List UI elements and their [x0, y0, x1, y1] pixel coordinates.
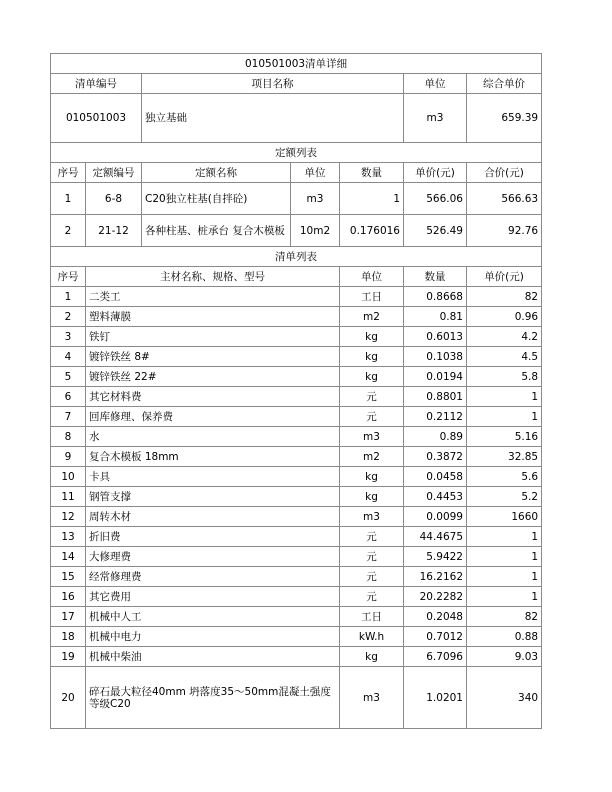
quota-total: 92.76	[467, 215, 542, 247]
material-unit: 元	[340, 587, 404, 607]
material-row	[51, 647, 542, 667]
material-qty: 0.89	[404, 427, 467, 447]
material-unit: 元	[340, 527, 404, 547]
material-no: 18	[51, 627, 86, 647]
quota-header-row	[51, 163, 542, 183]
material-unit: 元	[340, 387, 404, 407]
material-qty: 0.81	[404, 307, 467, 327]
material-name: 机械中人工	[86, 607, 340, 627]
material-price: 1	[467, 527, 542, 547]
material-row	[51, 487, 542, 507]
quota-header-price: 单价(元)	[404, 163, 467, 183]
material-no: 20	[51, 667, 86, 729]
material-row	[51, 307, 542, 327]
material-unit: kg	[340, 327, 404, 347]
quota-row	[51, 183, 542, 215]
material-name: 其它材料费	[86, 387, 340, 407]
material-row	[51, 667, 542, 729]
material-no: 17	[51, 607, 86, 627]
material-unit: kg	[340, 647, 404, 667]
material-row	[51, 367, 542, 387]
material-no: 4	[51, 347, 86, 367]
material-row	[51, 427, 542, 447]
material-name: 铁钉	[86, 327, 340, 347]
material-qty: 6.7096	[404, 647, 467, 667]
quota-name: 各种柱基、桩承台 复合木模板	[142, 215, 291, 247]
material-price: 340	[467, 667, 542, 729]
material-header-no: 序号	[51, 267, 86, 287]
quota-header-total: 合价(元)	[467, 163, 542, 183]
material-row	[51, 407, 542, 427]
material-unit: kg	[340, 487, 404, 507]
material-unit: 元	[340, 567, 404, 587]
material-name: 经常修理费	[86, 567, 340, 587]
material-price: 9.03	[467, 647, 542, 667]
material-name: 水	[86, 427, 340, 447]
material-qty: 16.2162	[404, 567, 467, 587]
material-no: 8	[51, 427, 86, 447]
quota-price: 566.06	[404, 183, 467, 215]
material-row	[51, 527, 542, 547]
quota-price: 526.49	[404, 215, 467, 247]
material-name: 其它费用	[86, 587, 340, 607]
material-qty: 5.9422	[404, 547, 467, 567]
material-qty: 0.2048	[404, 607, 467, 627]
quota-qty: 0.176016	[340, 215, 404, 247]
material-qty: 0.0194	[404, 367, 467, 387]
material-price: 1660	[467, 507, 542, 527]
material-unit: 工日	[340, 287, 404, 307]
material-price: 82	[467, 287, 542, 307]
material-price: 5.8	[467, 367, 542, 387]
material-row	[51, 287, 542, 307]
material-unit: kW.h	[340, 627, 404, 647]
material-header-unit: 单位	[340, 267, 404, 287]
quota-row	[51, 215, 542, 247]
material-no: 10	[51, 467, 86, 487]
unit-header: 单位	[404, 74, 467, 94]
quota-header-unit: 单位	[291, 163, 340, 183]
material-qty: 0.3872	[404, 447, 467, 467]
material-qty: 1.0201	[404, 667, 467, 729]
material-unit: 工日	[340, 607, 404, 627]
material-no: 2	[51, 307, 86, 327]
material-unit: kg	[340, 347, 404, 367]
material-unit: m2	[340, 447, 404, 467]
material-no: 15	[51, 567, 86, 587]
material-unit: m2	[340, 307, 404, 327]
material-qty: 0.1038	[404, 347, 467, 367]
material-price: 1	[467, 567, 542, 587]
name-header: 项目名称	[142, 74, 404, 94]
material-no: 6	[51, 387, 86, 407]
material-row	[51, 627, 542, 647]
material-qty: 0.6013	[404, 327, 467, 347]
material-price: 5.2	[467, 487, 542, 507]
material-no: 7	[51, 407, 86, 427]
material-no: 12	[51, 507, 86, 527]
material-no: 16	[51, 587, 86, 607]
quota-total: 566.63	[467, 183, 542, 215]
material-name: 塑料薄膜	[86, 307, 340, 327]
quota-code: 6-8	[86, 183, 142, 215]
material-unit: m3	[340, 507, 404, 527]
material-header-row	[51, 267, 542, 287]
material-header-qty: 数量	[404, 267, 467, 287]
material-no: 5	[51, 367, 86, 387]
material-name: 卡具	[86, 467, 340, 487]
material-qty: 0.2112	[404, 407, 467, 427]
quota-name: C20独立柱基(自拌砼)	[142, 183, 291, 215]
material-price: 1	[467, 387, 542, 407]
item-price: 659.39	[467, 94, 542, 143]
material-name: 大修理费	[86, 547, 340, 567]
material-header-price: 单价(元)	[467, 267, 542, 287]
material-row	[51, 467, 542, 487]
material-no: 3	[51, 327, 86, 347]
material-price: 0.88	[467, 627, 542, 647]
material-row	[51, 507, 542, 527]
material-unit: m3	[340, 427, 404, 447]
material-qty: 0.8668	[404, 287, 467, 307]
material-name: 机械中柴油	[86, 647, 340, 667]
quota-header-name: 定额名称	[142, 163, 291, 183]
material-name: 复合木模板 18mm	[86, 447, 340, 467]
material-qty: 0.0458	[404, 467, 467, 487]
material-no: 1	[51, 287, 86, 307]
item-name: 独立基础	[142, 94, 404, 143]
material-qty: 0.0099	[404, 507, 467, 527]
material-qty: 0.8801	[404, 387, 467, 407]
material-name: 二类工	[86, 287, 340, 307]
material-qty: 0.4453	[404, 487, 467, 507]
quota-no: 2	[51, 215, 86, 247]
item-code: 010501003	[51, 94, 142, 143]
material-price: 1	[467, 547, 542, 567]
material-row	[51, 387, 542, 407]
material-qty: 20.2282	[404, 587, 467, 607]
quota-header-no: 序号	[51, 163, 86, 183]
material-price: 5.16	[467, 427, 542, 447]
material-no: 14	[51, 547, 86, 567]
material-row	[51, 327, 542, 347]
material-no: 13	[51, 527, 86, 547]
material-no: 19	[51, 647, 86, 667]
item-unit: m3	[404, 94, 467, 143]
material-unit: kg	[340, 467, 404, 487]
material-no: 9	[51, 447, 86, 467]
material-price: 4.2	[467, 327, 542, 347]
material-price: 32.85	[467, 447, 542, 467]
price-header: 综合单价	[467, 74, 542, 94]
material-row	[51, 347, 542, 367]
material-row	[51, 607, 542, 627]
material-price: 5.6	[467, 467, 542, 487]
material-price: 0.96	[467, 307, 542, 327]
material-row	[51, 567, 542, 587]
material-name: 回库修理、保养费	[86, 407, 340, 427]
material-name: 折旧费	[86, 527, 340, 547]
code-header: 清单编号	[51, 74, 142, 94]
material-price: 4.5	[467, 347, 542, 367]
material-name: 镀锌铁丝 22#	[86, 367, 340, 387]
material-section-title: 清单列表	[51, 247, 542, 267]
page-title: 010501003清单详细	[51, 54, 542, 74]
bill-detail-table	[50, 53, 542, 729]
material-price: 1	[467, 587, 542, 607]
quota-header-code: 定额编号	[86, 163, 142, 183]
quota-header-qty: 数量	[340, 163, 404, 183]
quota-unit: 10m2	[291, 215, 340, 247]
material-price: 82	[467, 607, 542, 627]
material-name: 碎石最大粒径40mm 坍落度35～50mm混凝土强度等级C20	[86, 667, 340, 729]
material-unit: 元	[340, 407, 404, 427]
material-name: 镀锌铁丝 8#	[86, 347, 340, 367]
quota-code: 21-12	[86, 215, 142, 247]
quota-unit: m3	[291, 183, 340, 215]
material-row	[51, 587, 542, 607]
material-unit: kg	[340, 367, 404, 387]
quota-no: 1	[51, 183, 86, 215]
quota-section-title: 定额列表	[51, 143, 542, 163]
material-qty: 0.7012	[404, 627, 467, 647]
material-unit: 元	[340, 547, 404, 567]
material-no: 11	[51, 487, 86, 507]
material-price: 1	[467, 407, 542, 427]
material-name: 周转木材	[86, 507, 340, 527]
quota-qty: 1	[340, 183, 404, 215]
material-qty: 44.4675	[404, 527, 467, 547]
material-name: 机械中电力	[86, 627, 340, 647]
material-unit: m3	[340, 667, 404, 729]
material-header-name: 主材名称、规格、型号	[86, 267, 340, 287]
material-row	[51, 547, 542, 567]
material-row	[51, 447, 542, 467]
material-name: 钢管支撑	[86, 487, 340, 507]
